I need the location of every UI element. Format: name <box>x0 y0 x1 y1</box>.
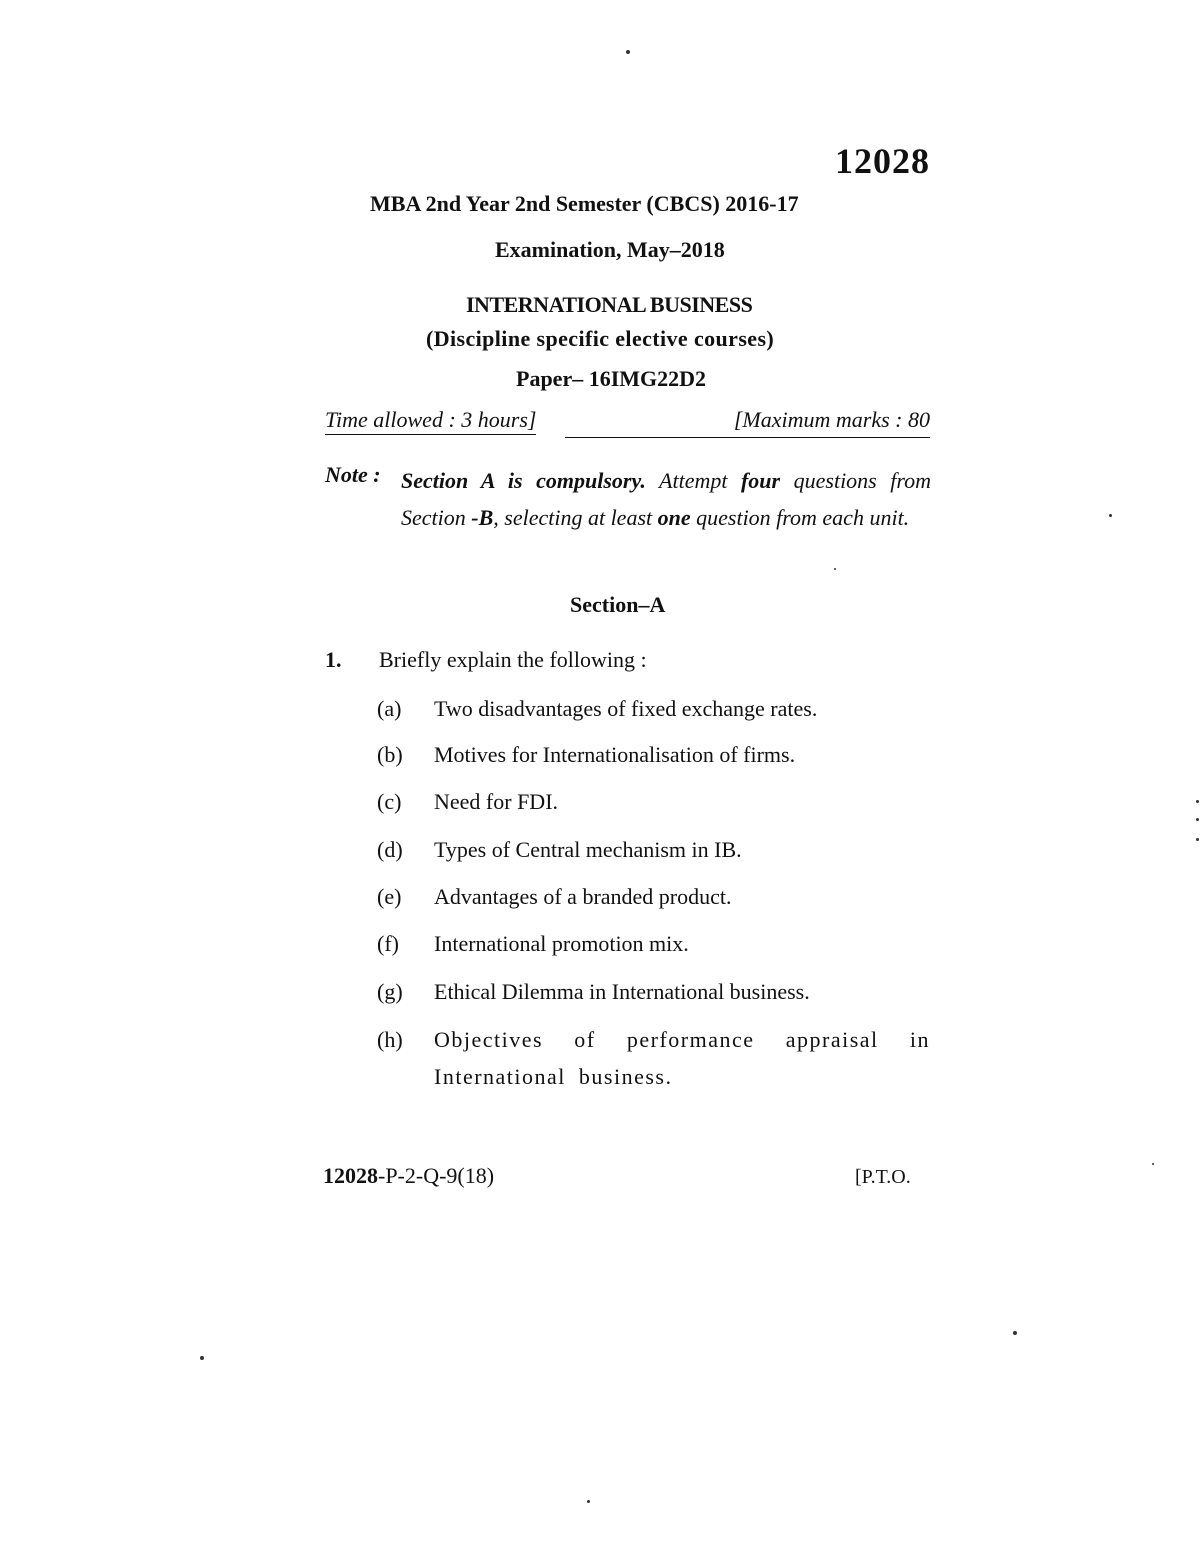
note-text-part: , selecting at least <box>493 505 658 530</box>
sub-question-text: Advantages of a branded product. <box>434 884 732 909</box>
sub-question-text: International promotion mix. <box>434 931 689 956</box>
sub-question-label: (e) <box>377 884 402 909</box>
paper-number: Paper– 16IMG22D2 <box>516 366 707 391</box>
sub-question-label: (d) <box>377 837 403 862</box>
please-turn-over: [P.T.O. <box>855 1166 911 1188</box>
sub-question-label: (a) <box>377 696 402 721</box>
sub-question-item <box>377 1021 930 1095</box>
note-label: Note : <box>325 462 381 487</box>
divider-rule <box>565 437 930 438</box>
scan-speck <box>1196 800 1199 803</box>
scan-speck <box>587 1500 590 1503</box>
sub-question-text: Need for FDI. <box>434 789 559 814</box>
scan-speck <box>1196 818 1199 821</box>
subject-title: INTERNATIONAL BUSINESS <box>466 292 753 317</box>
maximum-marks: [Maximum marks : 80 <box>733 407 930 432</box>
sub-question-item <box>377 878 930 915</box>
sub-question-label: (h) <box>377 1027 403 1052</box>
sub-question-text: Types of Central mechanism in IB. <box>434 837 742 862</box>
scan-speck <box>1152 1163 1154 1165</box>
sub-question-label: (b) <box>377 742 403 767</box>
sub-question-item <box>377 831 930 868</box>
note-emphasis-four: four <box>740 468 781 493</box>
sub-question-label: (c) <box>377 789 402 814</box>
sub-question-text: Two disadvantages of fixed exchange rates. <box>434 696 818 721</box>
paper-code: 12028 <box>835 141 930 181</box>
sub-question-item <box>377 690 930 727</box>
exam-line: Examination, May–2018 <box>495 237 725 262</box>
course-line: MBA 2nd Year 2nd Semester (CBCS) 2016-17 <box>370 191 799 216</box>
scan-speck <box>200 1356 204 1360</box>
scan-speck <box>834 568 836 570</box>
note-emphasis-section-b: -B <box>471 505 494 530</box>
note-text <box>401 462 931 536</box>
note-compulsory: Section A is compulsory. <box>401 468 646 493</box>
section-a-heading: Section–A <box>570 592 666 617</box>
sub-question-item <box>377 783 930 820</box>
note-text-part: Attempt <box>645 468 741 493</box>
sub-question-text: Objectives of performance appraisal in International business. <box>434 1027 930 1089</box>
note-text-part: question from each unit. <box>690 505 910 530</box>
footer-code-rest: -P-2-Q-9(18) <box>378 1163 495 1188</box>
sub-question-label: (f) <box>377 931 399 956</box>
sub-question-item <box>377 973 930 1010</box>
time-allowed: Time allowed : 3 hours] <box>325 407 536 435</box>
time-marks-row <box>325 407 930 441</box>
sub-question-text: Motives for Internationalisation of firms. <box>434 742 796 767</box>
note-text-part: questions from Section <box>401 468 932 530</box>
note-emphasis-one: one <box>657 505 691 530</box>
footer-paper-code <box>323 1163 494 1189</box>
scan-speck <box>626 50 630 54</box>
subject-subtitle: (Discipline specific elective courses) <box>426 326 775 351</box>
sub-question-label: (g) <box>377 979 403 1004</box>
question-number: 1. <box>325 647 342 672</box>
footer-code-bold: 12028 <box>323 1163 378 1188</box>
scan-speck <box>1013 1331 1017 1335</box>
question-text: Briefly explain the following : <box>379 647 647 672</box>
sub-question-text: Ethical Dilemma in International business. <box>434 979 810 1004</box>
scan-speck <box>1196 838 1199 841</box>
sub-question-item <box>377 925 930 962</box>
scan-speck <box>1109 514 1112 517</box>
sub-question-item <box>377 736 930 773</box>
